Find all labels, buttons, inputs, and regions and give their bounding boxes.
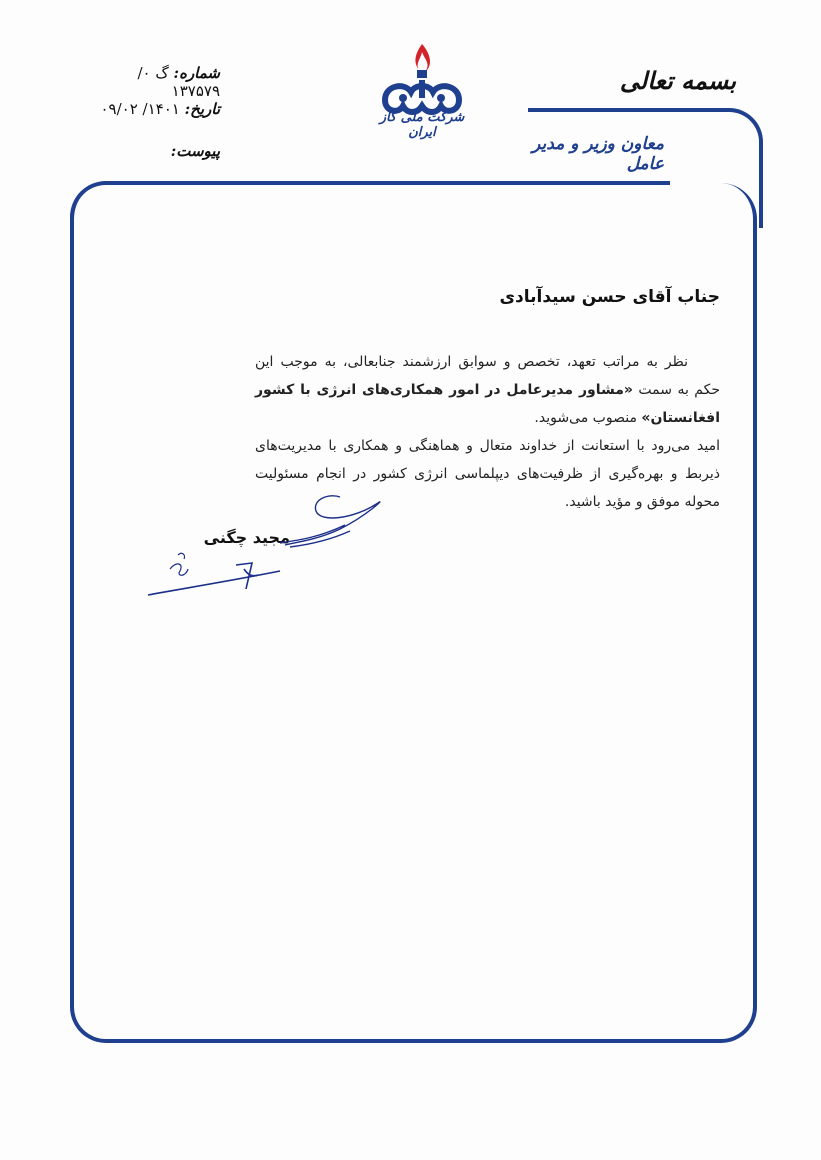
body-frame — [70, 183, 757, 1043]
paragraph-1 — [255, 348, 720, 432]
number-value: گ ۰/ ۱۳۷۵۷۹ — [137, 64, 220, 100]
body-frame-top-line — [110, 181, 670, 185]
addressee: جناب آقای حسن سیدآبادی — [499, 287, 720, 307]
bismillah-heading: بسمه تعالی — [619, 66, 736, 95]
date-label: تاریخ: — [184, 100, 220, 118]
signer-name: مجید چگنی — [203, 528, 290, 547]
attachment-label: پیوست: — [170, 142, 220, 160]
letter-number — [100, 64, 220, 100]
body-frame-top-left-corner — [70, 181, 130, 241]
deputy-title: معاون وزیر و مدیر عامل — [532, 134, 664, 174]
letter-attachment — [100, 142, 220, 160]
number-label: شماره: — [173, 64, 220, 82]
company-name: شرکت ملی گاز ایران — [379, 110, 465, 140]
paragraph-1-end: منصوب می‌شوید. — [534, 410, 637, 426]
position-title: «مشاور مدیرعامل در امور همکاری‌های انرژی با کشور افغانستان» — [255, 382, 720, 426]
handwritten-signature-icon — [140, 485, 400, 605]
letter-date — [100, 100, 220, 118]
paragraph-1-start: نظر به مراتب تعهد، تخصص و سوابق ارزشمند جنابعالی، به موجب این حکم به سمت — [255, 354, 721, 398]
date-value: ۱۴۰۱/ ۰۹/۰۲ — [100, 100, 180, 118]
paragraph-2: امید می‌رود با استعانت از خداوند متعال و هماهنگی و همکاری با مدیریت‌های ذیربط و بهره‌گیری از ظرفیت‌های دیپلماسی انرژی کشور در انجام مسئولیت محوله موفق و مؤید باشید. — [255, 438, 720, 510]
